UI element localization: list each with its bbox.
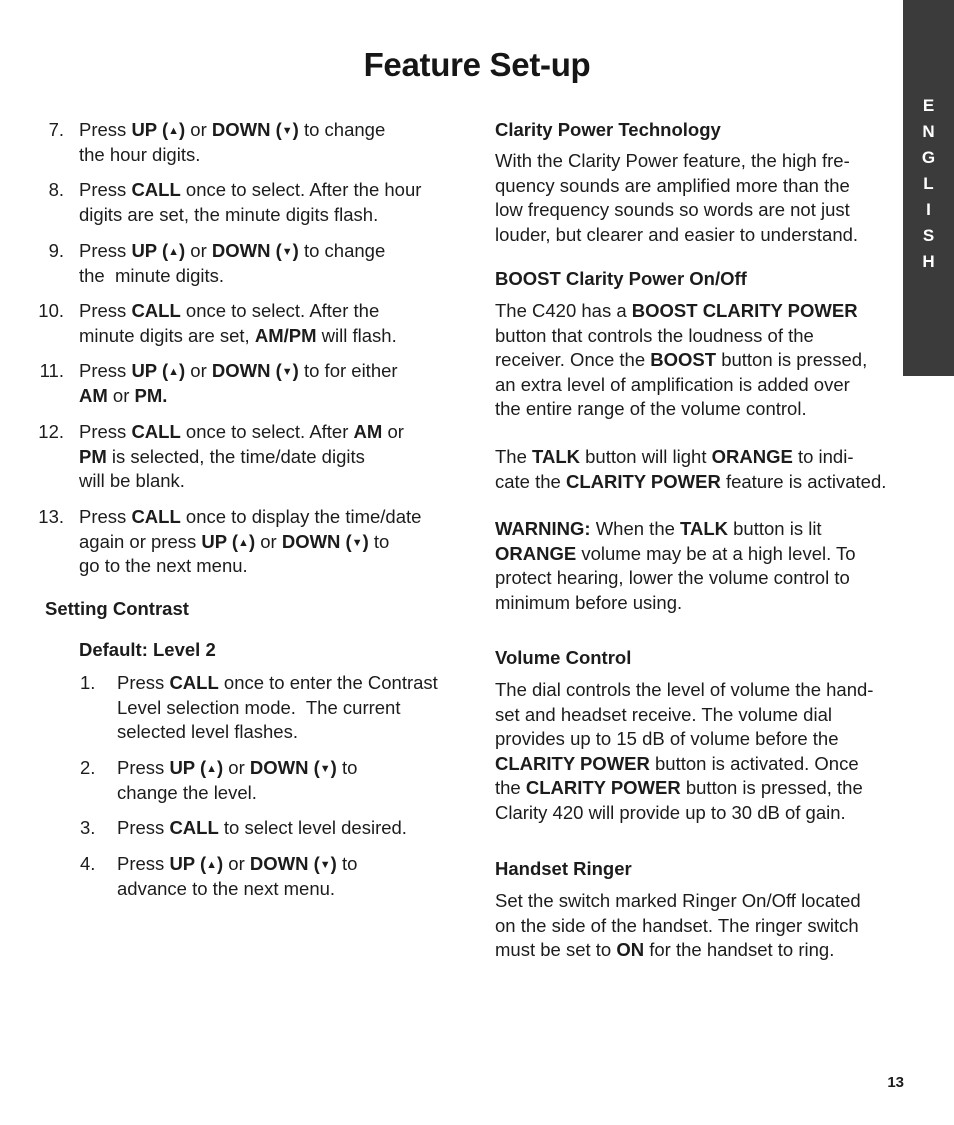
text-run: go to the next menu. — [79, 555, 248, 576]
text-run: set and headset receive. The volume dial — [495, 703, 832, 725]
contrast-step-line — [117, 816, 407, 841]
text-run: button will light — [579, 446, 712, 467]
paragraph-line — [495, 299, 858, 324]
paragraph-line — [495, 566, 850, 591]
paragraph-line — [495, 348, 867, 373]
side-tab-letter: H — [922, 252, 935, 271]
text-run: or — [107, 384, 135, 406]
section-heading: Volume Control — [495, 647, 632, 668]
bold-text: ) — [217, 757, 224, 778]
text-run: quency sounds are amplified more than the — [495, 174, 850, 196]
step-line — [79, 118, 385, 144]
bold-text: DOWN ( — [211, 360, 282, 381]
bold-text: WARNING: — [495, 518, 591, 539]
page-title: Feature Set-up — [363, 46, 591, 83]
text-run: With the Clarity Power feature, the high fre- — [495, 150, 850, 171]
step-number: 10. — [38, 300, 64, 321]
paragraph-line — [495, 678, 873, 703]
contrast-step-line — [117, 852, 357, 878]
text-run: protect hearing, lower the volume control to — [495, 567, 850, 588]
text-run: button that controls the loudness of the — [495, 324, 814, 346]
bold-text: ) — [292, 119, 299, 140]
bold-text: ORANGE — [711, 446, 793, 467]
text-run: to — [336, 757, 358, 778]
text-run: will flash. — [316, 324, 397, 346]
text-run: the entire range of the volume control. — [495, 398, 807, 419]
section-heading: BOOST Clarity Power On/Off — [495, 268, 747, 289]
text-run: or — [382, 421, 404, 442]
bold-text: ) — [292, 240, 299, 261]
paragraph-line — [495, 727, 839, 752]
bold-text: ORANGE — [495, 542, 577, 564]
paragraph-line — [495, 198, 850, 223]
text-run: The C420 has a — [495, 300, 632, 321]
text-run: minimum before using. — [495, 591, 683, 613]
paragraph-line — [495, 223, 858, 248]
contrast-step-number: 3. — [80, 817, 96, 838]
text-run: cate the — [495, 470, 566, 492]
text-run: button is activated. Once — [649, 752, 859, 774]
bold-text: AM — [353, 421, 383, 442]
up-arrow-icon: ▲ — [168, 246, 179, 258]
text-run: once to select. After — [180, 421, 354, 442]
page-number: 13 — [887, 1074, 904, 1091]
paragraph-line — [495, 373, 850, 398]
bold-text: UP ( — [131, 119, 169, 140]
paragraph-line — [495, 914, 859, 939]
paragraph-line — [495, 445, 853, 470]
text-run: or — [223, 853, 250, 874]
paragraph-line — [495, 752, 859, 777]
contrast-step-line — [117, 756, 357, 782]
step-line — [79, 178, 421, 203]
contrast-step-line — [117, 720, 298, 745]
text-run: Set the switch marked Ringer On/Off located — [495, 890, 861, 911]
section-heading-contrast: Setting Contrast — [45, 598, 189, 619]
text-run: digits are set, the minute digits flash. — [79, 203, 379, 225]
text-run: the — [495, 777, 526, 798]
paragraph-line — [495, 174, 850, 199]
text-run: for the handset to ring. — [644, 939, 835, 960]
text-run: Press — [79, 421, 132, 442]
contrast-step-number: 4. — [80, 853, 96, 874]
bold-text: ) — [248, 530, 256, 552]
bold-text: CALL — [131, 179, 181, 200]
text-run: to — [368, 530, 390, 552]
text-run: The — [495, 446, 533, 467]
text-run: The dial controls the level of volume the hand- — [495, 679, 874, 700]
bold-text: CALL — [169, 817, 219, 838]
text-run: or — [223, 757, 250, 778]
down-arrow-icon: ▼ — [281, 366, 293, 378]
text-run: on the side of the handset. The ringer switch — [495, 914, 859, 936]
step-number: 13. — [38, 506, 64, 527]
text-run: will be blank. — [79, 470, 185, 491]
step-line — [79, 554, 248, 579]
paragraph-line — [495, 470, 886, 495]
down-arrow-icon: ▼ — [281, 125, 293, 137]
text-run: Press — [117, 757, 170, 778]
paragraph-line — [495, 397, 807, 422]
text-run: Press — [79, 240, 132, 261]
text-run: to change — [298, 240, 386, 261]
step-number: 7. — [48, 119, 64, 140]
bold-text: CALL — [131, 506, 181, 527]
text-run: louder, but clearer and easier to understand. — [495, 223, 859, 245]
step-line — [79, 469, 185, 494]
bold-text: UP ( — [169, 853, 207, 874]
bold-text: AM/PM — [254, 324, 317, 346]
text-run: low frequency sounds so words are not just — [495, 199, 850, 220]
contrast-step-number: 1. — [80, 672, 96, 693]
step-line — [79, 299, 379, 324]
side-tab-letter: N — [922, 122, 935, 141]
text-run: to for either — [298, 360, 398, 381]
bold-text: DOWN ( — [281, 530, 352, 552]
text-run: provides up to 15 dB of volume before the — [495, 728, 839, 749]
text-run: Press — [79, 300, 132, 321]
bold-text: ON — [616, 939, 645, 960]
bold-text: ) — [179, 240, 186, 261]
contrast-step-line — [117, 877, 335, 902]
text-run: Press — [117, 672, 170, 693]
bold-text: DOWN ( — [249, 757, 320, 778]
text-run: once to select. After the — [180, 300, 380, 321]
step-line — [79, 420, 404, 445]
text-run: Press — [117, 853, 170, 874]
step-number: 11. — [39, 360, 64, 381]
step-line — [79, 530, 389, 556]
side-tab-letter: G — [921, 148, 936, 167]
text-run: or — [185, 240, 212, 261]
text-run: When the — [590, 518, 681, 539]
step-line — [79, 143, 200, 168]
text-run: Press — [79, 119, 132, 140]
text-run: or — [255, 530, 282, 552]
section-heading: Handset Ringer — [495, 858, 632, 879]
text-run: receiver. Once the — [495, 349, 651, 370]
down-arrow-icon: ▼ — [319, 763, 331, 775]
section-heading: Clarity Power Technology — [495, 119, 721, 140]
side-tab-letter: I — [926, 200, 931, 219]
text-run: Press — [79, 506, 132, 527]
bold-text: UP ( — [201, 530, 239, 552]
text-run: or — [185, 119, 212, 140]
text-run: selected level flashes. — [117, 721, 298, 742]
side-tab-letter: E — [922, 96, 935, 115]
text-run: Press — [79, 179, 132, 200]
down-arrow-icon: ▼ — [281, 246, 293, 258]
step-number: 12. — [38, 421, 64, 442]
text-run: feature is activated. — [720, 470, 887, 492]
text-run: button is pressed, — [716, 349, 868, 370]
step-line — [79, 384, 167, 409]
paragraph-line — [495, 324, 814, 349]
bold-text: CALL — [131, 300, 181, 321]
contrast-step-line — [117, 781, 257, 806]
bold-text: DOWN ( — [249, 853, 320, 874]
down-arrow-icon: ▼ — [319, 859, 331, 871]
text-run: button is lit — [728, 518, 822, 539]
down-arrow-icon: ▼ — [351, 536, 363, 549]
bold-text: DOWN ( — [211, 240, 282, 261]
bold-text: TALK — [532, 446, 580, 467]
text-run: must be set to — [495, 939, 617, 960]
step-line — [79, 324, 397, 349]
bold-text: CLARITY POWER — [525, 777, 681, 798]
bold-text: ) — [330, 853, 337, 874]
text-run: Clarity 420 will provide up to 30 dB of gain. — [495, 801, 846, 823]
step-line — [79, 505, 421, 530]
text-run: once to display the time/date — [180, 506, 422, 527]
bold-text: UP ( — [169, 757, 207, 778]
side-tab-letter: S — [922, 226, 935, 245]
paragraph-line — [495, 591, 682, 616]
language-side-tab — [903, 0, 954, 376]
step-line — [79, 264, 224, 289]
step-number: 8. — [48, 179, 64, 200]
up-arrow-icon: ▲ — [206, 763, 217, 775]
text-run: to change — [298, 119, 386, 140]
bold-text: UP ( — [131, 360, 169, 381]
step-line — [79, 359, 398, 385]
paragraph-line — [495, 542, 856, 567]
text-run: is selected, the time/date digits — [106, 445, 365, 467]
paragraph-line — [495, 938, 834, 963]
step-line — [79, 445, 365, 470]
contrast-step-line — [117, 696, 400, 721]
step-number: 9. — [48, 240, 64, 261]
up-arrow-icon: ▲ — [168, 366, 179, 378]
bold-text: CALL — [131, 421, 181, 442]
bold-text: AM — [79, 384, 108, 406]
text-run: an extra level of amplification is added over — [495, 373, 850, 395]
paragraph-line — [495, 801, 846, 826]
text-run: change the level. — [117, 781, 257, 803]
paragraph-line — [495, 149, 850, 174]
text-run: Level selection mode. The current — [117, 696, 401, 718]
text-run: to select level desired. — [218, 817, 407, 838]
bold-text: CLARITY POWER — [495, 752, 650, 774]
text-run: to indi- — [792, 446, 854, 467]
text-run: once to enter the Contrast — [218, 672, 438, 693]
text-run: Press — [117, 817, 170, 838]
contrast-default: Default: Level 2 — [79, 639, 216, 660]
text-run: advance to the next menu. — [117, 877, 336, 899]
bold-text: DOWN ( — [211, 119, 282, 140]
contrast-step-number: 2. — [80, 757, 96, 778]
bold-text: ) — [292, 360, 299, 381]
step-line — [79, 239, 385, 265]
bold-text: BOOST — [650, 349, 717, 370]
bold-text: ) — [362, 530, 369, 552]
text-run: minute digits are set, — [79, 324, 255, 346]
text-run: the minute digits. — [79, 264, 224, 286]
text-run: to — [336, 853, 358, 874]
bold-text: PM — [79, 445, 107, 467]
bold-text: CLARITY POWER — [565, 470, 721, 492]
up-arrow-icon: ▲ — [168, 125, 179, 137]
paragraph-line — [495, 776, 863, 801]
bold-text: UP ( — [131, 240, 169, 261]
text-run: again or press — [79, 530, 202, 552]
text-run: button is pressed, the — [680, 777, 863, 798]
step-line — [79, 203, 378, 228]
text-run: once to select. After the hour — [180, 179, 422, 200]
side-tab-letter: L — [923, 174, 934, 193]
paragraph-line — [495, 517, 822, 542]
text-run: or — [185, 360, 212, 381]
bold-text: ) — [217, 853, 224, 874]
text-run: Press — [79, 360, 132, 381]
up-arrow-icon: ▲ — [238, 536, 249, 549]
bold-text: TALK — [680, 518, 728, 539]
bold-text: ) — [330, 757, 337, 778]
contrast-step-line — [117, 671, 438, 696]
bold-text: ) — [179, 119, 186, 140]
text-run: the hour digits. — [79, 143, 201, 165]
up-arrow-icon: ▲ — [206, 859, 217, 871]
paragraph-line — [495, 889, 861, 914]
paragraph-line — [495, 703, 832, 728]
bold-text: BOOST CLARITY POWER — [631, 300, 858, 321]
text-run: volume may be at a high level. To — [576, 542, 856, 564]
bold-text: PM. — [134, 384, 168, 406]
bold-text: CALL — [169, 672, 219, 693]
bold-text: ) — [179, 360, 186, 381]
